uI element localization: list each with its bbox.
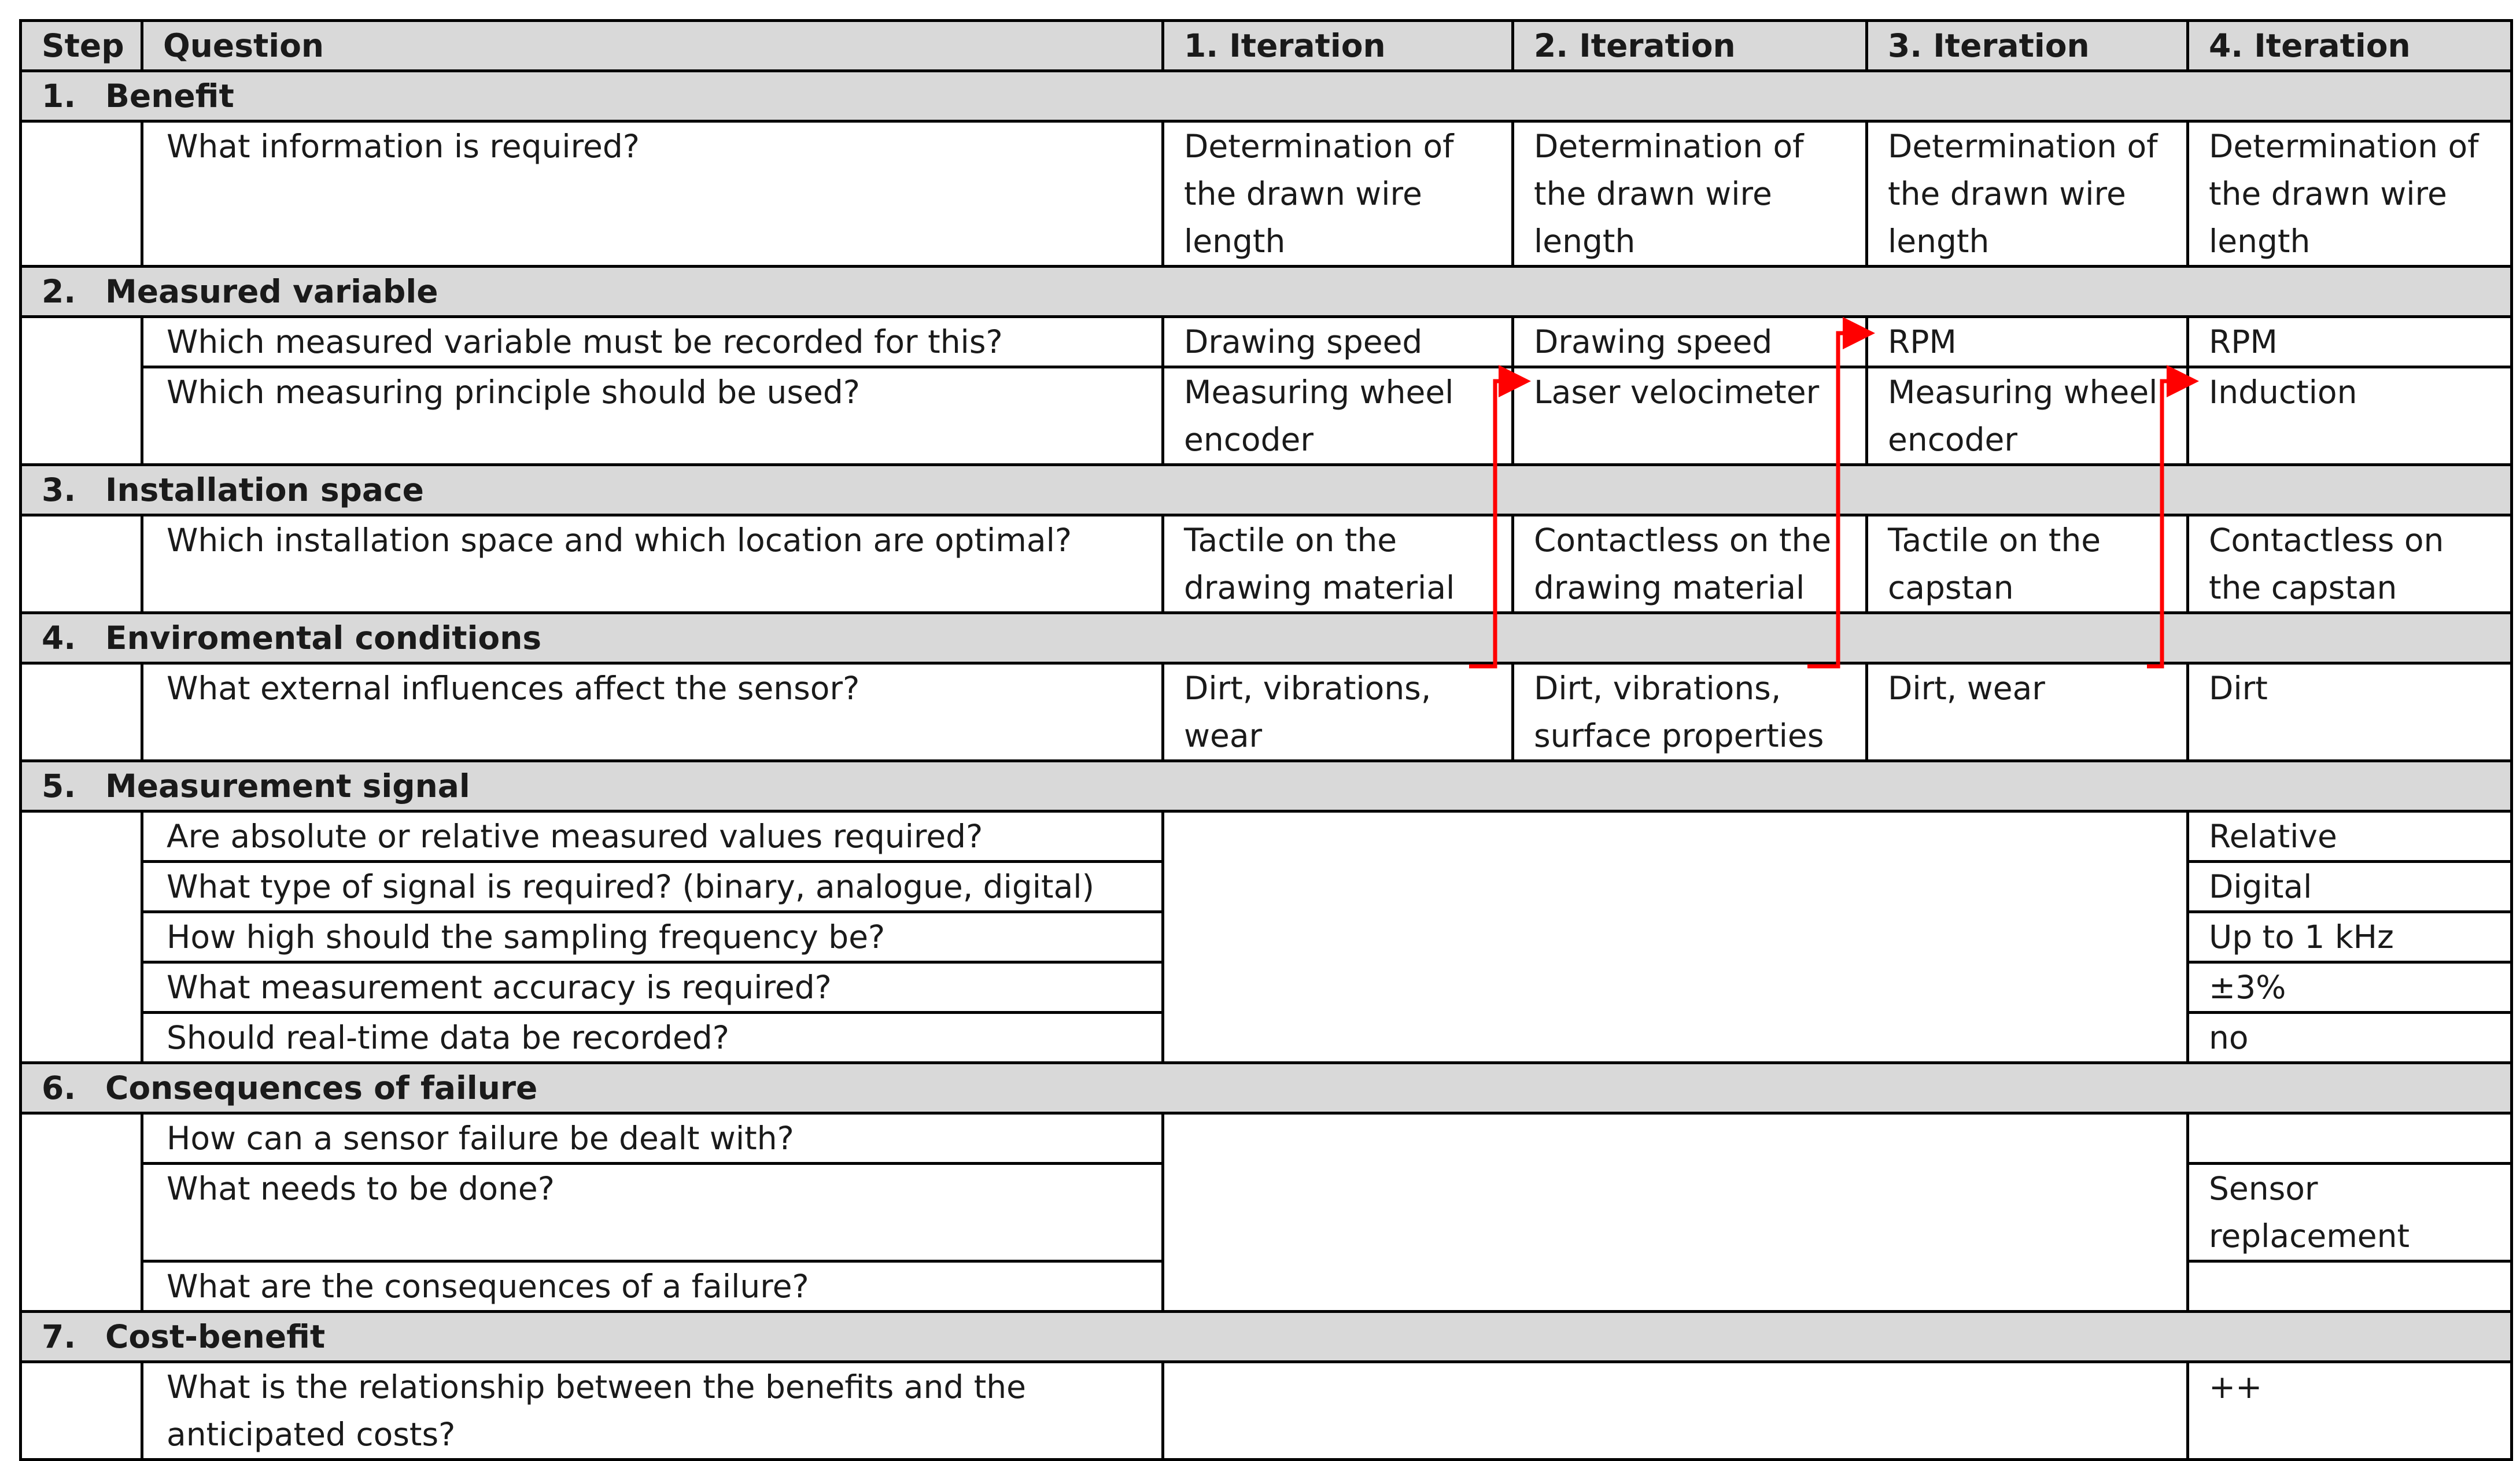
header-step: Step — [21, 21, 142, 71]
step-cell — [21, 811, 142, 1063]
section-row-consequences-of-failure — [21, 1063, 2512, 1113]
answer-iteration-1: Dirt, vibrations, wear — [1163, 663, 1513, 761]
answer-iteration-1: Tactile on the drawing material — [1163, 515, 1513, 613]
question-cell: Are absolute or relative measured values required? — [142, 811, 1163, 862]
section-cell — [21, 1312, 2512, 1362]
question-cell: What information is required? — [142, 121, 1163, 267]
answer-iteration-2: Drawing speed — [1513, 317, 1867, 367]
step-cell — [21, 1113, 142, 1312]
answer-iteration-1: Drawing speed — [1163, 317, 1513, 367]
answer-iteration-4: Digital — [2188, 862, 2512, 912]
answer-iteration-4: Sensor replacement — [2188, 1164, 2512, 1261]
step-cell — [21, 317, 142, 465]
question-cell: What external influences affect the sensor? — [142, 663, 1163, 761]
section-title: Measured variable — [105, 273, 438, 310]
answer-iteration-4: Dirt — [2188, 663, 2512, 761]
step-cell — [21, 121, 142, 267]
section-number: 1. — [42, 78, 76, 115]
answer-iteration-2: Contactless on the drawing material — [1513, 515, 1867, 613]
table-row — [21, 515, 2512, 613]
section-cell — [21, 1063, 2512, 1113]
answer-iteration-3: Dirt, wear — [1867, 663, 2188, 761]
header-iteration-4: 4. Iteration — [2188, 21, 2512, 71]
answer-iteration-4: ++ — [2188, 1362, 2512, 1460]
question-cell: Should real-time data be recorded? — [142, 1013, 1163, 1063]
answer-iteration-1: Determination of the drawn wire length — [1163, 121, 1513, 267]
header-iteration-3: 3. Iteration — [1867, 21, 2188, 71]
section-title: Cost-benefit — [105, 1318, 326, 1355]
section-number: 6. — [42, 1069, 76, 1106]
answer-iteration-4 — [2188, 1113, 2512, 1164]
table-row — [21, 121, 2512, 267]
section-cell — [21, 465, 2512, 515]
answer-iteration-2: Determination of the drawn wire length — [1513, 121, 1867, 267]
table-row — [21, 367, 2512, 465]
sensor-selection-table — [19, 19, 2513, 1461]
question-cell: Which installation space and which location are optimal? — [142, 515, 1163, 613]
header-iteration-2: 2. Iteration — [1513, 21, 1867, 71]
section-row-benefit — [21, 71, 2512, 121]
empty-iterations-cell — [1163, 1362, 2188, 1460]
answer-iteration-4: Induction — [2188, 367, 2512, 465]
section-title: Enviromental conditions — [105, 619, 542, 656]
section-cell — [21, 267, 2512, 317]
question-cell: What needs to be done? — [142, 1164, 1163, 1261]
step-cell — [21, 663, 142, 761]
table-row — [21, 317, 2512, 367]
answer-iteration-4: RPM — [2188, 317, 2512, 367]
header-question: Question — [142, 21, 1163, 71]
step-cell — [21, 515, 142, 613]
answer-iteration-3: Determination of the drawn wire length — [1867, 121, 2188, 267]
answer-iteration-4: Determination of the drawn wire length — [2188, 121, 2512, 267]
answer-iteration-3: Measuring wheel encoder — [1867, 367, 2188, 465]
question-cell: What are the consequences of a failure? — [142, 1261, 1163, 1312]
section-row-measured-variable — [21, 267, 2512, 317]
answer-iteration-2: Dirt, vibrations, surface properties — [1513, 663, 1867, 761]
header-row — [21, 21, 2512, 71]
step-cell — [21, 1362, 142, 1460]
table-row — [21, 811, 2512, 862]
answer-iteration-1: Measuring wheel encoder — [1163, 367, 1513, 465]
section-title: Consequences of failure — [105, 1069, 538, 1106]
section-number: 2. — [42, 273, 76, 310]
section-row-measurement-signal — [21, 761, 2512, 811]
section-number: 5. — [42, 768, 76, 805]
answer-iteration-3: Tactile on the capstan — [1867, 515, 2188, 613]
answer-iteration-4: ±3% — [2188, 962, 2512, 1013]
section-row-environmental-conditions — [21, 613, 2512, 663]
answer-iteration-2: Laser velocimeter — [1513, 367, 1867, 465]
answer-iteration-4: no — [2188, 1013, 2512, 1063]
section-number: 3. — [42, 471, 76, 508]
question-cell: What measurement accuracy is required? — [142, 962, 1163, 1013]
table-row — [21, 1113, 2512, 1164]
section-number: 4. — [42, 619, 76, 656]
question-cell: How can a sensor failure be dealt with? — [142, 1113, 1163, 1164]
question-cell: Which measured variable must be recorded for this? — [142, 317, 1163, 367]
section-cell — [21, 71, 2512, 121]
section-row-cost-benefit — [21, 1312, 2512, 1362]
section-row-installation-space — [21, 465, 2512, 515]
question-cell: Which measuring principle should be used? — [142, 367, 1163, 465]
answer-iteration-4: Up to 1 kHz — [2188, 912, 2512, 962]
section-title: Measurement signal — [105, 768, 470, 805]
table-row — [21, 663, 2512, 761]
answer-iteration-4: Relative — [2188, 811, 2512, 862]
header-iteration-1: 1. Iteration — [1163, 21, 1513, 71]
section-number: 7. — [42, 1318, 76, 1355]
section-cell — [21, 613, 2512, 663]
question-cell: How high should the sampling frequency be? — [142, 912, 1163, 962]
answer-iteration-4: Contactless on the capstan — [2188, 515, 2512, 613]
table-row — [21, 1362, 2512, 1460]
question-cell: What type of signal is required? (binary, analogue, digital) — [142, 862, 1163, 912]
section-title: Benefit — [105, 78, 234, 115]
question-cell: What is the relationship between the benefits and the anticipated costs? — [142, 1362, 1163, 1460]
section-cell — [21, 761, 2512, 811]
answer-iteration-3: RPM — [1867, 317, 2188, 367]
empty-iterations-cell — [1163, 1113, 2188, 1312]
empty-iterations-cell — [1163, 811, 2188, 1063]
section-title: Installation space — [105, 471, 424, 508]
answer-iteration-4 — [2188, 1261, 2512, 1312]
